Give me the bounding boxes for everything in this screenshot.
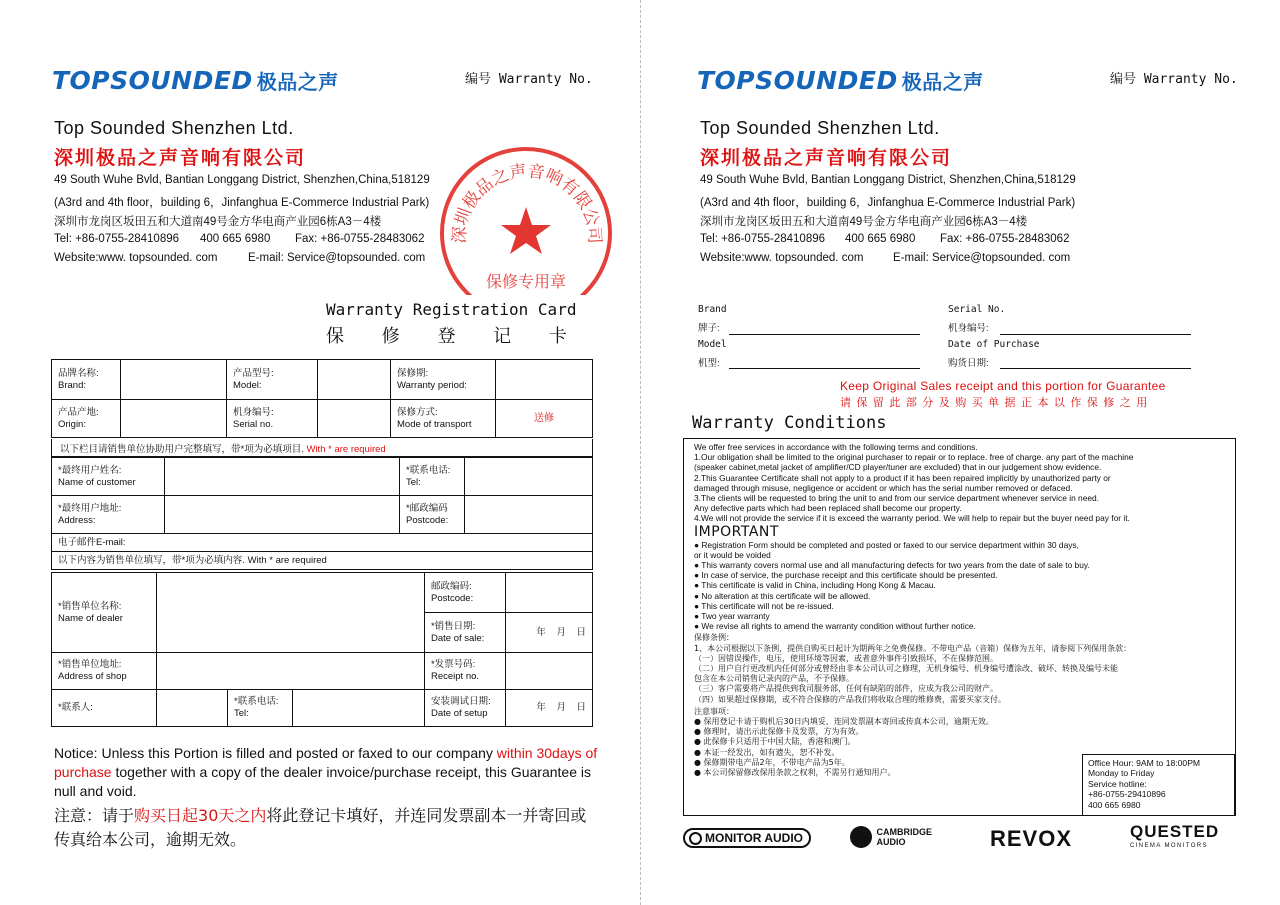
- important-line: ● Two year warranty: [694, 611, 770, 621]
- hotline-phone-2: 400 665 6980: [1088, 799, 1141, 810]
- cambridge-audio-logo: [850, 826, 932, 848]
- hotline: 400 665 6980: [200, 233, 271, 245]
- brand-label-en: Brand:: [58, 379, 86, 391]
- brand-label: 品牌名称:: [58, 367, 99, 379]
- important-line: ● This warranty covers normal use and all manufacturing defects for two years from the date of sale to buy.: [694, 560, 1090, 570]
- cinema-monitors-text: CINEMA MONITORS: [1130, 843, 1208, 849]
- company-name-en: Top Sounded Shenzhen Ltd.: [54, 118, 294, 138]
- fax: Fax: +86-0755-28483062: [295, 233, 425, 245]
- logo-cn-right: 极品之声: [901, 70, 984, 94]
- cambridge-text: CAMBRIDGE: [876, 827, 932, 837]
- brand-label-cn-right: 牌子:: [698, 323, 720, 334]
- period-label: 保修期:: [397, 367, 429, 379]
- serial-label-cn-right: 机身编号:: [948, 323, 989, 334]
- setup-label-en: Date of setup: [430, 708, 488, 719]
- cn-notes-line: ● 保修期带电产品2年，不带电产品为5年。: [694, 757, 850, 767]
- cn-notes-line: ● 此保修卡只适用于中国大陆，香港和澳门。: [694, 737, 856, 747]
- serial-label-en: Serial no.: [233, 418, 274, 430]
- important-line: ● No alteration at this certificate will be allowed.: [694, 590, 871, 601]
- condition-line: 4.We will not provide the service if it is exceed the warranty period. We will help to repair but the buyer need pay for it.: [694, 513, 1130, 524]
- cn-terms-line: （二）用户自行更改机内任何部分或曾经由非本公司认可之修理，无机身编号、机身编号遭涂改、破坏、转换及编号未能: [694, 664, 1118, 673]
- svg-text:深圳极品之声音响有限公司: 深圳极品之声音响有限公司: [449, 161, 605, 245]
- cambridge-circle-icon: [850, 826, 872, 848]
- serial-label: 机身编号:: [233, 406, 274, 418]
- cn-terms-line: （三）客户需要将产品提供到我司服务部，任何有缺陷的部件，应成为我公司的财产。: [694, 684, 998, 694]
- hotline-right: 400 665 6980: [845, 233, 916, 245]
- condition-line: 3.The clients will be requested to bring the unit to and from our service department whenever service in need.: [694, 493, 1100, 503]
- address-line-2-right: (A3rd and 4th floor，building 6，Jinfanghua E-Commerce Industrial Park): [700, 197, 1076, 209]
- address-line-1: 49 South Wuhe Bvld, Bantian Longgang District, Shenzhen,China,518129: [54, 174, 430, 186]
- contact-field[interactable]: [157, 690, 228, 727]
- important-title: IMPORTANT: [694, 523, 779, 540]
- origin-field[interactable]: [121, 400, 227, 438]
- receipt-label: *发票号码:: [430, 659, 476, 670]
- email-right: E-mail: Service@topsounded. com: [893, 252, 1071, 264]
- tel-right: Tel: +86-0755-28410896: [700, 233, 826, 245]
- company-name-cn-right: 深圳极品之声音响有限公司: [700, 147, 953, 169]
- dealer-postcode-field[interactable]: [505, 573, 592, 613]
- condition-line: 1.Our obligation shall be limited to the original purchaser to repair or to replace. free of charge. any part of the machine: [694, 452, 1134, 463]
- sale-date-field[interactable]: 年 月 日: [536, 626, 586, 638]
- email: E-mail: Service@topsounded. com: [248, 252, 426, 264]
- note1-cn: 以下栏目请销售单位协助用户完整填写，带*项为必填项目.: [60, 444, 304, 455]
- card-title-en: Warranty Registration Card: [326, 300, 577, 319]
- origin-label: 产品产地:: [58, 406, 99, 418]
- date-label-cn-right: 购货日期:: [948, 358, 989, 369]
- conditions-title: Warranty Conditions: [692, 413, 887, 433]
- shop-addr-label: *销售单位地址:: [58, 659, 122, 670]
- hotline-label: Service hotline:: [1088, 778, 1147, 789]
- important-line: ● We revise all rights to amend the warranty condition without further notice.: [694, 621, 976, 632]
- shop-addr-label-en: Address of shop: [58, 671, 127, 682]
- cn-notes-line: ● 本证一经发出，如有遗失，恕不补发。: [694, 747, 840, 757]
- brand-field[interactable]: [121, 360, 227, 400]
- hotline-phone: +86-0755-29410896: [1088, 789, 1166, 800]
- note1-en: With * are required: [306, 444, 386, 455]
- card-title-cn: 保 修 登 记 卡: [326, 326, 583, 347]
- office-hour-box: [1082, 754, 1235, 816]
- notice-en-red: within 30days of purchase: [54, 745, 598, 780]
- dealer-post-label: 邮政编码:: [430, 580, 472, 592]
- product-info-table: [51, 359, 593, 438]
- company-seal-stamp: [438, 145, 614, 295]
- warranty-no-label: 编号 Warranty No.: [465, 72, 593, 87]
- address-line-2: (A3rd and 4th floor，building 6，Jinfanghua E-Commerce Industrial Park): [54, 197, 430, 209]
- condition-line: We offer free services in accordance with the following terms and conditions.: [694, 442, 978, 452]
- period-label-en: Warranty period:: [397, 379, 467, 391]
- contact-tel-field[interactable]: [293, 690, 425, 727]
- audio-text: AUDIO: [876, 837, 906, 847]
- cust-tel-label: *联系电话:: [406, 464, 451, 476]
- logo-text-right: TOPSOUNDED: [697, 66, 898, 95]
- postcode-label: *邮政编码: [406, 502, 448, 514]
- monitor-audio-mark-icon: [689, 832, 702, 845]
- model-label-cn-right: 机型:: [698, 358, 720, 369]
- note-customer-section: [51, 439, 593, 457]
- important-line: ● This certificate is valid in China, including Hong Kong & Macau.: [694, 580, 936, 591]
- receipt-field[interactable]: [505, 653, 592, 690]
- logo-cn: 极品之声: [256, 70, 339, 94]
- svg-text:保修专用章: 保修专用章: [485, 272, 567, 291]
- serial-label-en-right: Serial No.: [948, 304, 1006, 315]
- notice-en-prefix: Notice: Unless this Portion is filled and posted or faxed to our company: [54, 745, 497, 761]
- notice-en-suffix: together with a copy of the dealer invoice/purchase receipt, this Guarantee is null and void.: [54, 764, 591, 799]
- model-label-en: Model:: [233, 379, 262, 391]
- important-line: ● In case of service, the purchase receipt and this certificate should be presented.: [694, 570, 998, 581]
- contact-label: *联系人:: [58, 702, 93, 713]
- contact-tel-label: *联系电话:: [234, 696, 279, 707]
- model-underline-field[interactable]: [729, 368, 920, 369]
- customer-tel-field[interactable]: [465, 458, 593, 496]
- transport-label-en: Mode of transport: [397, 418, 472, 430]
- important-line: ● This certificate will not be re-issued.: [694, 600, 834, 611]
- condition-line: 2.This Guarantee Certificate shall not apply to a product if it has been repaired implicitly by unauthorized party or: [694, 472, 1111, 483]
- customer-label: *最终用户姓名:: [58, 464, 122, 476]
- note2-cn: 以下内容为销售单位填写，带*项为必填内容.: [58, 554, 245, 566]
- keep-receipt-en: Keep Original Sales receipt and this portion for Guarantee: [840, 379, 1166, 393]
- fax-right: Fax: +86-0755-28483062: [940, 233, 1070, 245]
- dealer-info-table: [51, 572, 593, 727]
- dealer-post-label-en: Postcode:: [430, 592, 474, 604]
- brand-label-en-right: Brand: [698, 304, 727, 315]
- period-field[interactable]: [496, 360, 593, 400]
- customer-label-en: Name of customer: [58, 476, 136, 488]
- office-hours: Office Hour: 9AM to 18:00PM: [1088, 758, 1201, 768]
- cn-notes-title: 注意事项：: [694, 706, 734, 716]
- cn-terms-title: 保修条例：: [694, 633, 734, 643]
- logo-text: TOPSOUNDED: [52, 66, 253, 95]
- email-label: 电子邮件E-mail:: [58, 536, 126, 548]
- cn-terms-line: （一）因错误操作，电压，使用环境等因素，或者意外事件引致损坏，不在保修范围。: [694, 653, 998, 663]
- customer-info-table: [51, 457, 593, 570]
- notice-cn: [54, 804, 599, 852]
- topsounded-logo: [52, 66, 339, 95]
- cn-notes-line: ● 修理时，请出示此保修卡及发票，方为有效。: [694, 727, 864, 737]
- note2-en: With * are required: [247, 554, 327, 566]
- address-line-1-right: 49 South Wuhe Bvld, Bantian Longgang District, Shenzhen,China,518129: [700, 174, 1076, 186]
- contact-tel-label-en: Tel:: [234, 708, 249, 719]
- setup-date-field[interactable]: 年 月 日: [536, 702, 586, 713]
- brand-underline-field[interactable]: [729, 334, 920, 335]
- revox-logo: REVOX: [990, 826, 1073, 851]
- quested-logo: QUESTED: [1130, 822, 1220, 841]
- monitor-audio-logo: [683, 828, 811, 848]
- postcode-label-en: Postcode:: [406, 514, 449, 526]
- cust-addr-label: *最终用户地址:: [58, 502, 122, 514]
- warranty-no-label-right: 编号 Warranty No.: [1110, 72, 1238, 87]
- notice-en: [54, 744, 599, 801]
- cust-tel-label-en: Tel:: [406, 476, 421, 488]
- monitor-audio-text: MONITOR AUDIO: [705, 831, 803, 845]
- notice-cn-red: 购买日起30天之内: [134, 806, 267, 825]
- topsounded-logo-right: [697, 66, 984, 95]
- notice-cn-prefix: 注意：请于: [54, 806, 135, 825]
- transport-label: 保修方式:: [397, 406, 438, 418]
- page-fold-line: [640, 0, 642, 905]
- address-cn-right: 深圳市龙岗区坂田五和大道南49号金方华电商产业园6栋A3－4楼: [700, 216, 1028, 228]
- origin-label-en: Origin:: [58, 418, 86, 430]
- company-name-cn: 深圳极品之声音响有限公司: [54, 147, 307, 169]
- transport-value: 送修: [534, 412, 554, 424]
- receipt-label-en: Receipt no.: [430, 671, 480, 682]
- website-right: Website:www. topsounded. com: [700, 252, 864, 264]
- office-days: Monday to Friday: [1088, 768, 1155, 779]
- date-underline-field[interactable]: [1000, 368, 1191, 369]
- sale-date-label-en: Date of sale:: [430, 632, 485, 644]
- important-line: ● Registration Form should be completed and posted or faxed to our service department within 30 days,: [694, 539, 1079, 550]
- model-label: 产品型号:: [233, 367, 274, 379]
- setup-label: 安装调试日期:: [430, 696, 491, 707]
- condition-line: Any defective parts which had been replaced shall become our property.: [694, 503, 962, 514]
- model-field[interactable]: [318, 360, 391, 400]
- dealer-label: *销售单位名称:: [58, 600, 122, 612]
- cn-terms-line: 1、本公司根据以下条例，提供自购买日起计为期两年之免费保修。不带电产品（音箱）保修为五年，请参阅下列保用条款：: [694, 643, 1132, 653]
- company-name-en-right: Top Sounded Shenzhen Ltd.: [700, 118, 940, 138]
- dealer-name-field[interactable]: [157, 573, 425, 653]
- customer-address-field[interactable]: [165, 496, 400, 534]
- cust-addr-label-en: Address:: [58, 514, 96, 526]
- sale-date-label: *销售日期:: [430, 620, 476, 632]
- serial-field[interactable]: [318, 400, 391, 438]
- cn-notes-line: ● 本公司保留修改保用条款之权利，不需另行通知用户。: [694, 768, 896, 777]
- cn-terms-line: （四）如果超过保修期，或不符合保修的产品我们将收取合理的维修费，需要买家支付。: [694, 694, 1006, 704]
- dealer-label-en: Name of dealer: [58, 612, 123, 624]
- serial-underline-field[interactable]: [1000, 334, 1191, 335]
- customer-postcode-field[interactable]: [465, 496, 593, 534]
- date-label-en-right: Date of Purchase: [948, 339, 1040, 350]
- important-line: or it would be voided: [694, 549, 771, 560]
- address-cn: 深圳市龙岗区坂田五和大道南49号金方华电商产业园6栋A3－4楼: [54, 216, 382, 228]
- cn-notes-line: ● 保用登记卡请于购机后30日内填妥，连同发票副本寄回或传真本公司，逾期无效。: [694, 717, 994, 726]
- condition-line: (speaker cabinet,metal jacket of amplifier/CD player/tuner are excluded) that in our judgement show evidence.: [694, 462, 1102, 473]
- website: Website:www. topsounded. com: [54, 252, 218, 264]
- model-label-en-right: Model: [698, 339, 727, 350]
- shop-address-field[interactable]: [157, 653, 425, 690]
- keep-receipt-cn: 请 保 留 此 部 分 及 购 买 单 据 正 本 以 作 保 修 之 用: [840, 397, 1149, 409]
- cn-terms-line: 包含在本公司销售记录内的产品，不予保修。: [694, 674, 854, 684]
- condition-line: damaged through misuse, negligence or accident or which has the serial number removed or defaced.: [694, 482, 1073, 493]
- customer-name-field[interactable]: [165, 458, 400, 496]
- notice-cn-suffix: 将此登记卡填好，并连同发票副本一并寄回或传真给本公司，逾期无效。: [54, 806, 587, 849]
- tel: Tel: +86-0755-28410896: [54, 233, 180, 245]
